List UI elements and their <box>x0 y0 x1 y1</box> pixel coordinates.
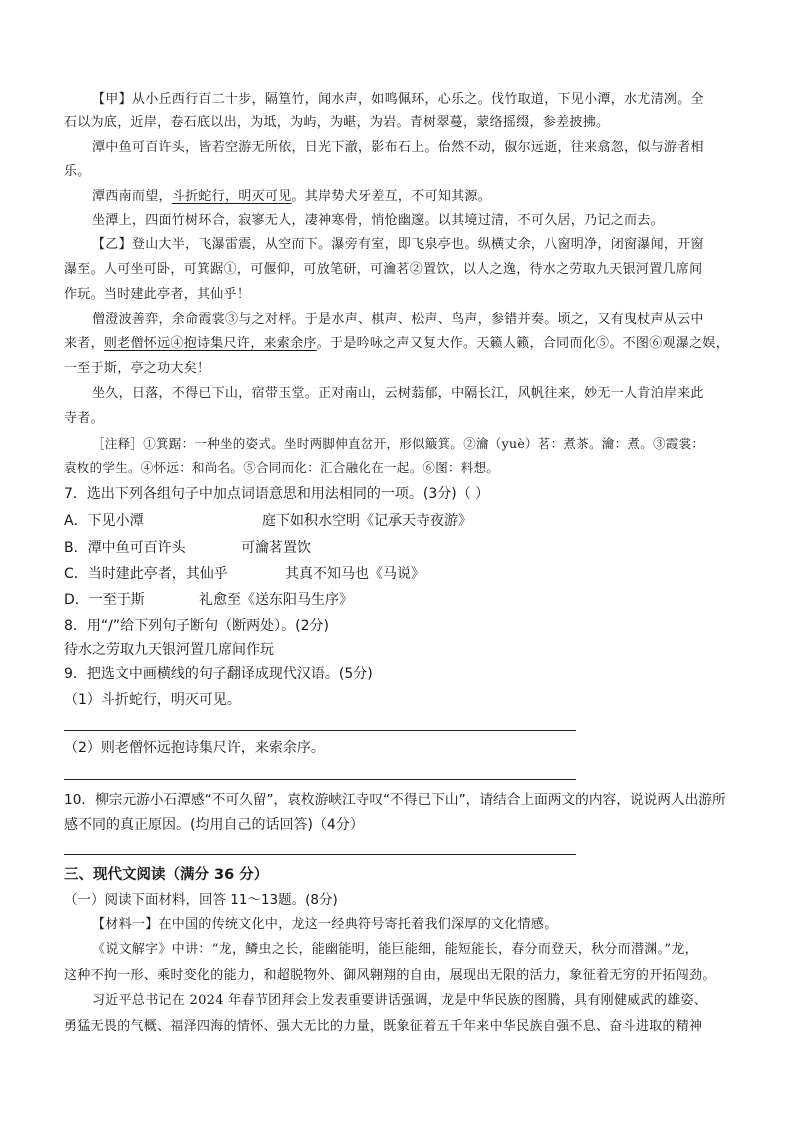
passage-jia-line: 【甲】从小丘西行百二十步，隔篁竹，闻水声，如鸣佩环，心乐之。伐竹取道，下见小潭，水尤清冽。全 <box>92 92 704 107</box>
passage-text: 潭西南而望， <box>92 189 172 204</box>
question-8-text: 待水之劳取九天银河置几席间作玩 <box>64 642 274 658</box>
question-7-stem: 7．选出下列各组句子中加点词语意思和用法相同的一项。(3分)（ ） <box>64 486 490 502</box>
material-line: 勇猛无畏的气概、福泽四海的情怀、强大无比的力量，既象征着五千年来中华民族自强不息、奋斗进取的精神 <box>64 1019 703 1034</box>
passage-yi-line <box>64 334 729 354</box>
passage-yi-line: 一至于斯，亭之功大矣！ <box>64 361 211 376</box>
passage-text: 。其岸势犬牙差互，不可知其源。 <box>291 189 492 204</box>
passage-jia-line: 乐。 <box>64 164 91 179</box>
answer-line[interactable] <box>64 779 576 780</box>
passage-yi-line: 作玩。当时建此亭者，其仙乎！ <box>64 287 251 302</box>
option-d: D．一至于斯 <box>64 592 145 608</box>
material-line: 《说文解字》中讲：“龙，鳞虫之长，能幽能明，能巨能细，能短能长，春分而登天，秋分而潜渊。”龙， <box>92 942 698 957</box>
annotation-line: 袁枚的学生。④怀远：和尚名。⑤合同而化：汇合融化在一起。⑥图：料想。 <box>64 460 500 475</box>
question-10-line: 10．柳宗元游小石潭感“不可久留”，袁枚游峡江寺叹“不得已下山”，请结合上面两文的内容，说说两人出游所 <box>64 792 726 808</box>
annotation-line: ［注释］①箕踞：一种坐的姿式。坐时两脚伸直岔开，形似簸箕。②瀹（yuè）茗：煮茶。瀹：煮。③霞裳： <box>92 436 705 451</box>
option-c: C．当时建此亭者，其仙乎 <box>64 566 228 582</box>
passage-jia-line <box>92 187 491 207</box>
option-c-pair: 其真不知马也《马说》 <box>285 566 425 582</box>
material-line: 【材料一】在中国的传统文化中，龙这一经典符号寄托着我们深厚的文化情感。 <box>92 917 558 932</box>
section-subtitle: （一）阅读下面材料，回答 11～13题。(8分) <box>64 892 338 908</box>
answer-line[interactable] <box>64 854 576 855</box>
question-8-stem: 8．用“/”给下列句子断句（断两处）。(2分) <box>64 618 329 634</box>
passage-jia-line: 石以为底，近岸，卷石底以出，为坻，为屿，为嵁，为岩。青树翠蔓，蒙络摇缀，参差披拂。 <box>64 115 610 130</box>
section-title: 三、现代文阅读（满分 36 分） <box>64 867 269 883</box>
passage-yi-line: 【乙】登山大半，飞瀑雷震，从空而下。瀑旁有室，即飞泉亭也。纵横丈余，八窗明净，闭窗瀑闻，开窗 <box>92 237 704 252</box>
passage-yi-line: 瀑至。人可坐可卧，可箕踞①，可偃仰，可放笔研，可瀹茗②置饮，以人之逸，待水之劳取九天银河置几席间 <box>64 262 703 277</box>
passage-jia-line: 潭中鱼可百许头，皆若空游无所依，日光下澈，影布石上。佁然不动，俶尔远逝，往来翕忽，似与游者相 <box>92 140 704 155</box>
material-line: 这种不拘一形、乘时变化的能力，和超脱物外、御风翱翔的自由，展现出无限的活力，象征着无穷的开拓闯劲。 <box>64 968 716 983</box>
option-d-pair: 礼愈至《送东阳马生序》 <box>199 592 353 608</box>
question-9-sentence-1: （1）斗折蛇行，明灭可见。 <box>64 692 241 708</box>
passage-jia-line: 坐潭上，四面竹树环合，寂寥无人，凄神寒骨，悄怆幽邃。以其境过清，不可久居，乃记之而去。 <box>92 213 664 228</box>
material-line: 习近平总书记在 2024 年春节团拜会上发表重要讲话强调，龙是中华民族的图腾，具有刚健威武的雄姿、 <box>92 993 708 1008</box>
option-a: A．下见小潭 <box>64 513 144 529</box>
question-10-line: 感不同的真正原因。(均用自己的话回答)（4分） <box>64 817 364 833</box>
option-b-pair: 可瀹茗置饮 <box>241 540 311 556</box>
underlined-sentence: 则老僧怀远④抱诗集尺许，来索余序 <box>103 336 317 351</box>
option-b: B．潭中鱼可百许头 <box>64 540 186 556</box>
passage-yi-line: 坐久，日落，不得已下山，宿带玉堂。正对南山，云树蓊郁，中隔长江，风帆往来，妙无一人肯泊岸来此 <box>92 386 704 401</box>
passage-text: 来者， <box>64 336 104 351</box>
passage-yi-line: 寺者。 <box>64 411 104 426</box>
answer-line[interactable] <box>64 730 576 731</box>
passage-text: 。于是吟咏之声又复大作。天籁人籁，合同而化⑤。不图⑥观瀑之娱， <box>316 336 730 351</box>
option-a-pair: 庭下如积水空明《记承天寺夜游》 <box>262 513 472 529</box>
question-9-stem: 9．把选文中画横线的句子翻译成现代汉语。(5分) <box>64 666 373 682</box>
underlined-sentence: 斗折蛇行，明灭可见 <box>171 189 292 204</box>
question-9-sentence-2: （2）则老僧怀远抱诗集尺许，来索余序。 <box>64 740 325 756</box>
passage-yi-line: 僧澄波善弈，余命霞裳③与之对枰。于是水声、棋声、松声、鸟声，参错并奏。顷之，又有曳杖声从云中 <box>92 312 704 327</box>
